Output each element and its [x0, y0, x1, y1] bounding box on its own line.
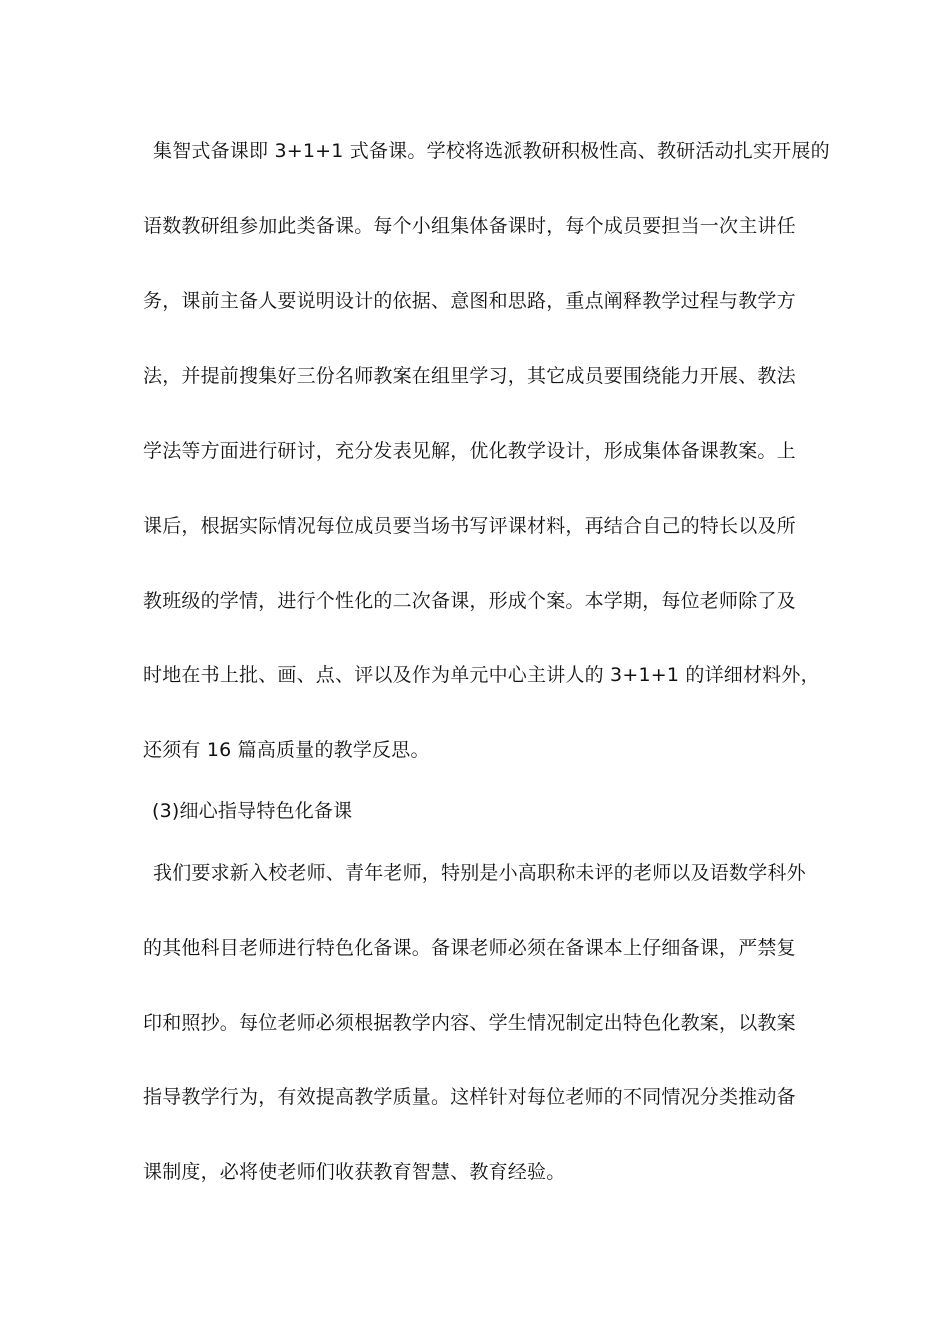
paragraph-line: 印和照抄。每位老师必须根据教学内容、学生情况制定出特色化教案，以教案 [143, 1012, 796, 1034]
paragraph-line: 指导教学行为，有效提高教学质量。这样针对每位老师的不同情况分类推动备 [143, 1086, 796, 1108]
paragraph-line: 法，并提前搜集好三份名师教案在组里学习，其它成员要围绕能力开展、教法 [143, 365, 796, 387]
paragraph-line: 的其他科目老师进行特色化备课。备课老师必须在备课本上仔细备课，严禁复 [143, 937, 796, 959]
paragraph-line: 课制度，必将使老师们收获教育智慧、教育经验。 [143, 1161, 566, 1183]
paragraph-line: 我们要求新入校老师、青年老师，特别是小高职称未评的老师以及语数学科外 [153, 862, 806, 884]
paragraph-line: 教班级的学情，进行个性化的二次备课，形成个案。本学期，每位老师除了及 [143, 590, 796, 612]
paragraph-line: 务，课前主备人要说明设计的依据、意图和思路，重点阐释教学过程与教学方 [143, 290, 796, 312]
paragraph-line: 课后，根据实际情况每位成员要当场书写评课材料，再结合自己的特长以及所 [143, 515, 796, 537]
section-heading: (3)细心指导特色化备课 [152, 800, 353, 822]
paragraph-line: 集智式备课即 3+1+1 式备课。学校将选派教研积极性高、教研活动扎实开展的 [153, 140, 830, 162]
paragraph-line: 还须有 16 篇高质量的教学反思。 [143, 739, 430, 761]
paragraph-line: 语数教研组参加此类备课。每个小组集体备课时，每个成员要担当一次主讲任 [143, 215, 796, 237]
paragraph-line: 学法等方面进行研讨，充分发表见解，优化教学设计，形成集体备课教案。上 [143, 440, 796, 462]
paragraph-line: 时地在书上批、画、点、评以及作为单元中心主讲人的 3+1+1 的详细材料外， [143, 664, 820, 686]
